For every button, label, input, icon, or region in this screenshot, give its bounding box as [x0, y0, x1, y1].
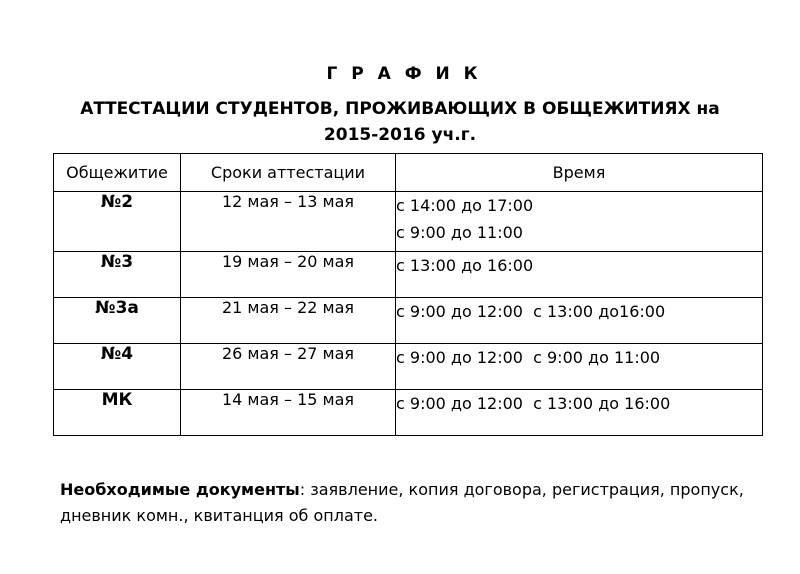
table-row [54, 192, 763, 252]
required-documents-label: Необходимые документы [60, 480, 300, 499]
dorm-cell: №3 [54, 252, 181, 298]
subtitle-line-2: 2015-2016 уч.г. [323, 125, 477, 145]
time-cell: с 14:00 до 17:00 с 9:00 до 11:00 [396, 192, 763, 252]
dates-cell: 14 мая – 15 мая [181, 390, 396, 436]
time-cell: с 9:00 до 12:00 с 13:00 до16:00 [396, 298, 763, 344]
dorm-cell: №3а [54, 298, 181, 344]
time-cell: с 13:00 до 16:00 [396, 252, 763, 298]
dates-cell: 26 мая – 27 мая [181, 344, 396, 390]
table-row [54, 344, 763, 390]
header-dates: Сроки аттестации [181, 154, 396, 192]
dates-cell: 12 мая – 13 мая [181, 192, 396, 252]
dorm-cell: №4 [54, 344, 181, 390]
required-documents-note [60, 477, 760, 529]
table-row [54, 390, 763, 436]
subtitle-line-1: АТТЕСТАЦИИ СТУДЕНТОВ, ПРОЖИВАЮЩИХ В ОБЩЕЖИТИЯХ на [80, 99, 720, 119]
schedule-table [53, 153, 763, 436]
time-cell: с 9:00 до 12:00 с 13:00 до 16:00 [396, 390, 763, 436]
dorm-cell: МК [54, 390, 181, 436]
page-subtitle [0, 96, 800, 148]
dates-cell: 21 мая – 22 мая [181, 298, 396, 344]
dorm-cell: №2 [54, 192, 181, 252]
header-time: Время [396, 154, 763, 192]
header-dorm: Общежитие [54, 154, 181, 192]
table-row [54, 252, 763, 298]
required-documents-text: : заявление, копия договора, регистрация, пропуск, дневник комн., квитанция об оплате. [60, 480, 744, 525]
dates-cell: 19 мая – 20 мая [181, 252, 396, 298]
table-row [54, 298, 763, 344]
table-header-row [54, 154, 763, 192]
time-cell: с 9:00 до 12:00 с 9:00 до 11:00 [396, 344, 763, 390]
page-title: Г Р А Ф И К [326, 64, 482, 84]
